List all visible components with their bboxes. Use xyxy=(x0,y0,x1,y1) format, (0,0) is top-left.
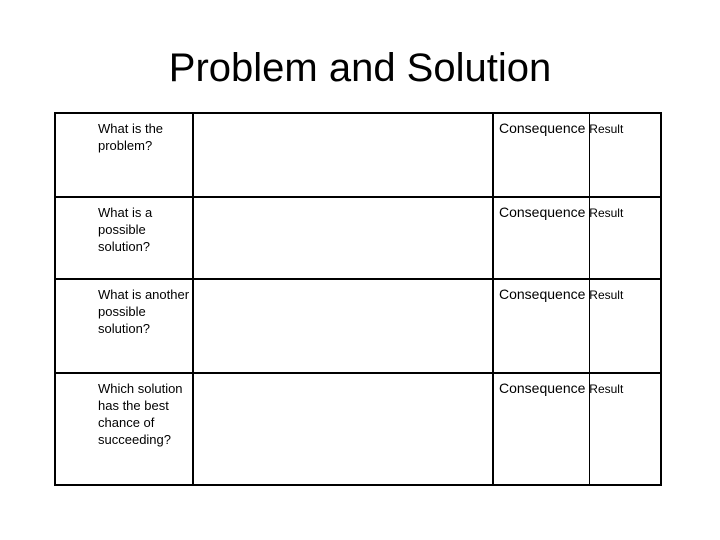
question-cell: What is another possible solution? xyxy=(98,287,190,336)
result-label: Result xyxy=(589,288,624,302)
consequence-cell xyxy=(499,286,623,304)
question-cell: What is the problem? xyxy=(98,121,164,153)
consequence-label: Consequence xyxy=(499,380,586,396)
question-cell: What is a possible solution? xyxy=(98,205,153,254)
result-label: Result xyxy=(589,382,624,396)
row-divider xyxy=(56,372,660,374)
consequence-cell xyxy=(499,380,623,398)
consequence-label: Consequence xyxy=(499,286,586,302)
consequence-cell xyxy=(499,120,623,138)
slide-title: Problem and Solution xyxy=(168,46,552,90)
row-divider xyxy=(56,196,660,198)
result-label: Result xyxy=(589,122,624,136)
problem-solution-table xyxy=(54,112,662,486)
consequence-label: Consequence xyxy=(499,120,586,136)
result-label: Result xyxy=(589,206,624,220)
question-cell: Which solution has the best chance of succeeding? xyxy=(98,381,183,447)
consequence-label: Consequence xyxy=(499,204,586,220)
consequence-cell xyxy=(499,204,623,222)
row-divider xyxy=(56,278,660,280)
column-divider xyxy=(492,114,494,484)
